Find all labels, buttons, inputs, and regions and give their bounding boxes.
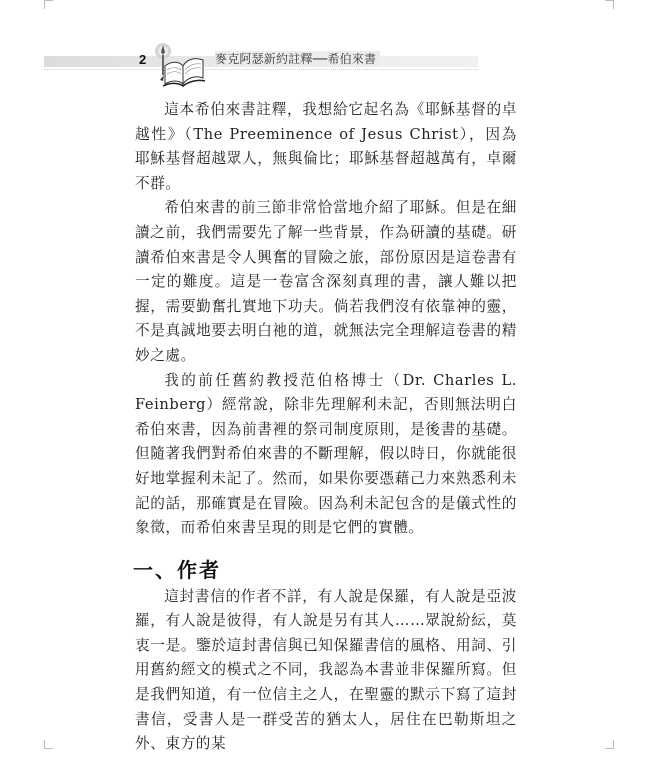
crop-mark-top-left (44, 0, 53, 9)
open-book-with-pen-icon (151, 42, 207, 88)
body-paragraph-1: 這本希伯來書註釋，我想給它起名為《耶穌基督的卓越性》（The Preeminence of Jesus Christ），因為耶穌基督超越眾人，無與倫比；耶穌基督超越萬有，卓爾不群。 (135, 101, 517, 192)
crop-mark-top-right (605, 0, 614, 9)
crop-mark-bottom-left (44, 740, 53, 749)
page-number: 2 (139, 52, 147, 67)
running-header-title: 麥克阿瑟新約註釋──希伯來書 (215, 51, 380, 67)
section-heading-author: 一、作者 (133, 557, 221, 582)
section-paragraph-1: 這封書信的作者不詳，有人說是保羅，有人說是亞波羅，有人說是彼得，有人說是另有其人……眾說紛紜，莫衷一是。鑒於這封書信與已知保羅書信的風格、用詞、引用舊約經文的模式之不同，我認為本書並非保羅所寫。但是我們知道，有一位信主之人，在聖靈的默示下寫了這封書信，受書人是一群受苦的猶太人，居住在巴勒斯坦之外、東方的某 (135, 587, 517, 753)
crop-mark-bottom-right (605, 740, 614, 749)
page-body (135, 98, 517, 757)
body-paragraph-3: 我的前任舊約教授范伯格博士（Dr. Charles L. Feinberg）經常說，除非先理解利未記，否則無法明白希伯來書，因為前書裡的祭司制度原則，是後書的基礎。但隨著我們對希伯來書的不斷理解，假以時日，你就能很好地掌握利未記了。然而，如果你要憑藉己力來熟悉利未記的話，那確實是在冒險。因為利未記包含的是儀式性的象徵，而希伯來書呈現的則是它們的實體。 (135, 371, 517, 537)
body-paragraph-2: 希伯來書的前三節非常恰當地介紹了耶穌。但是在細讀之前，我們需要先了解一些背景，作為研讀的基礎。研讀希伯來書是令人興奮的冒險之旅，部份原因是這卷書有一定的難度。這是一卷富含深刻真理的書，讓人難以把握，需要勤奮扎實地下功夫。倘若我們沒有依靠神的靈，不是真誠地要去明白祂的道，就無法完全理解這卷書的精妙之處。 (135, 199, 517, 364)
